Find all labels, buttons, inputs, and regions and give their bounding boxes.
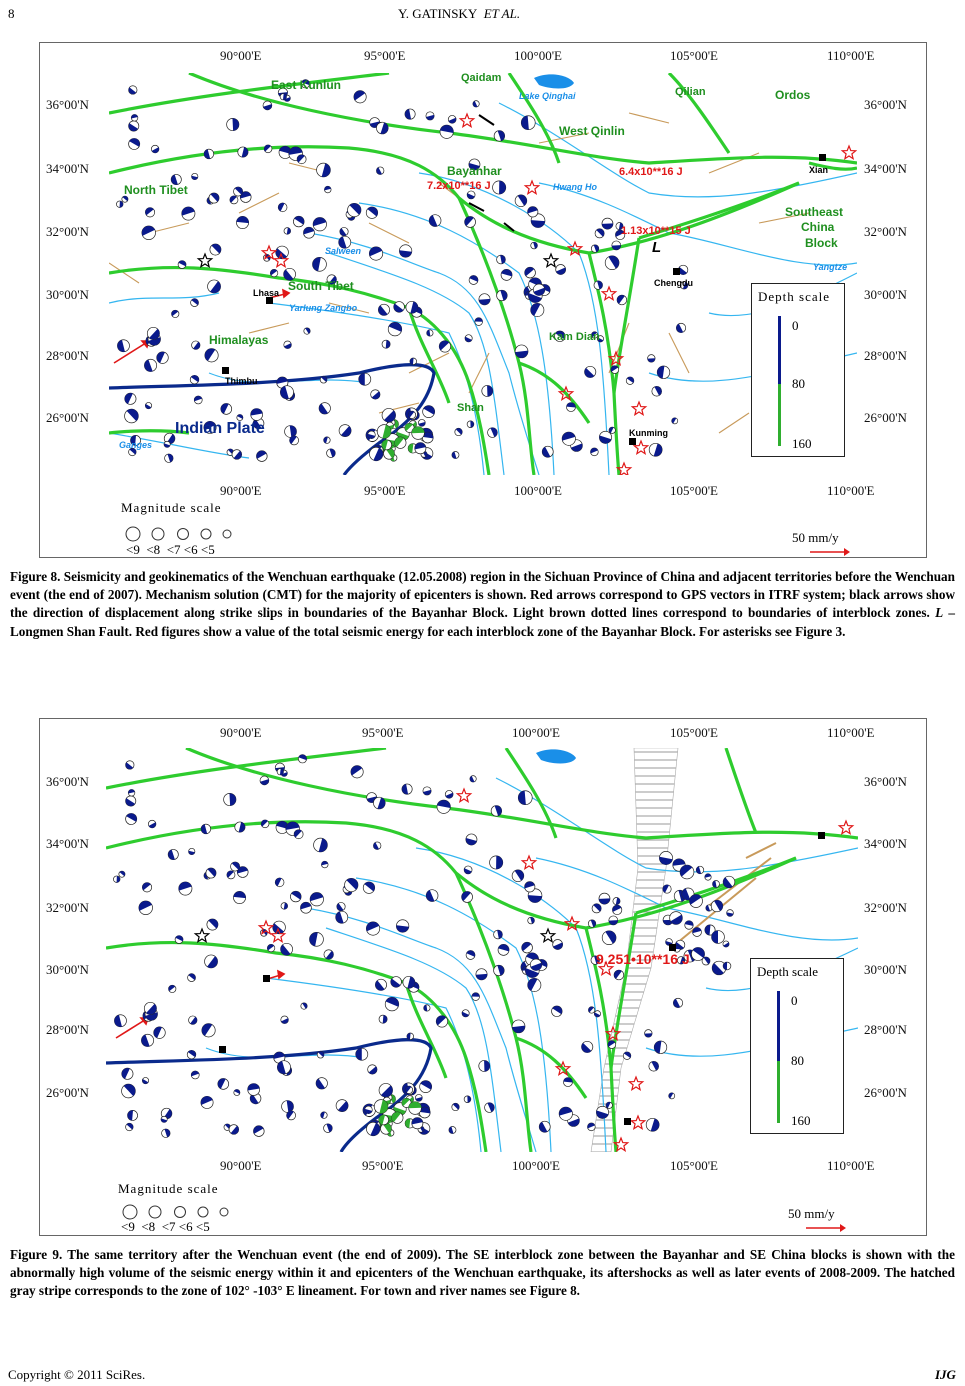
- event-star: [634, 441, 647, 454]
- lon-tick-label: 105°00'E: [670, 483, 718, 498]
- figure-8-magnitude-labels: [126, 542, 215, 558]
- lon-tick-label: 95°00'E: [364, 483, 406, 498]
- lat-tick-label: 36°00'N: [864, 97, 907, 112]
- label-energy-1: 7.2x10**16 J: [427, 180, 491, 192]
- footer-journal: IJG: [935, 1367, 956, 1382]
- depth-bar-green: [777, 1061, 780, 1123]
- lat-tick-label: 26°00'N: [864, 1085, 907, 1100]
- label-bayanhar: Bayanhar: [447, 164, 502, 178]
- epicenter-mechanism: [127, 1110, 133, 1120]
- lat-tick-label: 26°00'N: [864, 410, 907, 425]
- event-star: [522, 856, 535, 869]
- figure-9-gps-scale-label: 50 mm/y: [788, 1206, 835, 1221]
- epicenter-mechanism: [236, 216, 249, 223]
- depth-bar-blue: [777, 991, 780, 1061]
- lat-tick-label: 28°00'N: [46, 348, 89, 363]
- label-xian: Xian: [809, 165, 829, 175]
- hatched-lineament-stripe: [591, 748, 678, 1152]
- lat-tick-label: 30°00'N: [864, 287, 907, 302]
- lon-tick-label: 105°00'E: [670, 725, 718, 740]
- lat-tick-label: 28°00'N: [864, 1022, 907, 1037]
- event-star: [544, 254, 557, 267]
- event-star: [525, 181, 538, 194]
- lon-tick-label: 110°00'E: [827, 48, 875, 63]
- epicenter-mechanism: [476, 974, 488, 981]
- label-ganges: Ganges: [119, 440, 153, 450]
- figure-9-gps-scale-arrow: [806, 1223, 846, 1233]
- depth-value-160: 160: [791, 1113, 811, 1128]
- figure-8-map: [109, 73, 857, 475]
- epicenter-mechanism: [386, 340, 391, 348]
- label-qilian: Qilian: [675, 86, 706, 98]
- mag-label: <8: [141, 1219, 156, 1234]
- label-salween: Salween: [325, 246, 362, 256]
- label-energy-3: 1.13x10**15 J: [621, 225, 691, 237]
- lon-tick-label: 90°00'E: [220, 725, 262, 740]
- figure-9-map: [106, 748, 858, 1152]
- lat-tick-label: 30°00'N: [864, 962, 907, 977]
- mag-label: <7: [166, 542, 181, 557]
- figure-9-depth-scale: [750, 958, 844, 1134]
- epicenter-mechanism: [599, 898, 610, 904]
- lon-tick-label: 90°00'E: [220, 483, 262, 498]
- epicenter-mechanism: [233, 891, 246, 898]
- figure-9-caption: Figure 9. The same territory after the Wenchuan event (the end of 2009). The SE interblock zone between the Bayanhar and SE China blocks is shown with the abnormally high volume of the seismic energy within it and epicenters of the Wenchuan earthquake, its aftershocks as well as later events of 2008-2009. The hatched gray stripe corresponds to the zone of 102° -103° E lineament. For town and river names see Figure 8.: [10, 1247, 955, 1299]
- depth-value-80: 80: [792, 376, 805, 391]
- epicenter-mechanism: [472, 993, 480, 997]
- lat-tick-label: 34°00'N: [864, 161, 907, 176]
- gps-arrows: [116, 971, 284, 1038]
- lon-tick-label: 105°00'E: [670, 1158, 718, 1173]
- lon-tick-label: 110°00'E: [827, 483, 875, 498]
- figure-8-gps-scale-label: 50 mm/y: [792, 530, 839, 545]
- label-yarlung-zangbo: Yarlung Zangbo: [289, 303, 358, 313]
- epicenter-mechanism: [232, 118, 239, 131]
- epicenter-mechanism: [120, 201, 124, 208]
- lat-tick-label: 26°00'N: [46, 410, 89, 425]
- figure-8-depth-scale: [751, 283, 845, 457]
- lat-tick-label: 36°00'N: [864, 774, 907, 789]
- epicenter-mechanism: [383, 1015, 388, 1023]
- footer-copyright: Copyright © 2011 SciRes.: [8, 1367, 146, 1382]
- lat-tick-label: 28°00'N: [46, 1022, 89, 1037]
- epicenter-mechanism: [467, 1096, 471, 1103]
- label-kam-dian: Kam Dian: [549, 331, 600, 343]
- lon-tick-label: 100°00'E: [514, 483, 562, 498]
- mag-label: <9: [121, 1219, 135, 1234]
- label-chengdu: Chengdu: [654, 278, 693, 288]
- event-star: [602, 287, 615, 300]
- lat-tick-label: 26°00'N: [46, 1085, 89, 1100]
- depth-scale-title: Depth scale: [758, 289, 831, 304]
- label-yangtze: Yangtze: [813, 262, 848, 272]
- label-energy-total: 9.251•10**16 J: [596, 951, 690, 967]
- epicenter-mechanism: [499, 181, 506, 194]
- figure-8-magnitude-title: Magnitude scale: [121, 500, 222, 515]
- epicenter-mechanism: [475, 318, 483, 322]
- event-star: [198, 254, 211, 267]
- label-kunming: Kunming: [629, 428, 668, 438]
- lon-tick-label: 95°00'E: [364, 48, 406, 63]
- event-star: [629, 1077, 642, 1090]
- mag-label: <5: [200, 542, 215, 557]
- lat-tick-label: 32°00'N: [46, 900, 89, 915]
- figure-8-gps-scale-arrow: [810, 547, 850, 557]
- depth-bar-blue: [778, 316, 781, 384]
- mag-label: <7: [161, 1219, 176, 1234]
- lon-tick-label: 100°00'E: [514, 48, 562, 63]
- event-star: [631, 1116, 644, 1129]
- label-lake-qinghai: Lake Qinghai: [519, 91, 576, 101]
- lat-tick-label: 34°00'N: [864, 836, 907, 851]
- figure-9-magnitude-labels: [121, 1219, 210, 1235]
- mag-label: <5: [195, 1219, 210, 1234]
- epicenter-mechanism: [602, 223, 613, 229]
- depth-value-160: 160: [792, 436, 812, 451]
- label-southeast: Southeast: [785, 205, 844, 219]
- label-l-fault: L: [652, 239, 662, 256]
- gps-arrows: [114, 290, 289, 363]
- epicenter-mechanism: [117, 876, 121, 883]
- event-star: [632, 402, 645, 415]
- event-star: [839, 821, 852, 834]
- depth-value-0: 0: [791, 993, 798, 1008]
- lat-tick-label: 32°00'N: [864, 224, 907, 239]
- label-qaidam: Qaidam: [461, 73, 502, 84]
- label-south-tibet: South Tibet: [288, 279, 354, 293]
- epicenter-mechanism: [645, 1033, 653, 1037]
- event-star: [842, 146, 855, 159]
- block-boundaries: [106, 748, 858, 1152]
- label-west-qinlin: West Qinlin: [559, 124, 625, 138]
- depth-value-0: 0: [792, 318, 799, 333]
- lat-tick-label: 32°00'N: [46, 224, 89, 239]
- lon-tick-label: 90°00'E: [220, 48, 262, 63]
- running-title-etal: ET AL.: [483, 6, 521, 21]
- event-star: [457, 789, 470, 802]
- lon-tick-label: 95°00'E: [362, 1158, 404, 1173]
- lat-tick-label: 28°00'N: [864, 348, 907, 363]
- lat-tick-label: 36°00'N: [46, 774, 89, 789]
- mag-label: <9: [126, 542, 140, 557]
- figure-8-caption-text: Figure 8. Seismicity and geokinematics of the Wenchuan earthquake (12.05.2008) region in the Sichuan Province of China and adjacent territories before the Wenchuan event (the end of 2007). Mechanism solution (CMT) for the majority of epicenters is shown. Red arrows correspond to GPS vectors in ITRF system; black arrows show the direction of displacement along strike slips in boundaries of the Bayanhar Block. Light brown dotted lines correspond to boundaries of interblock zones.: [10, 569, 955, 621]
- event-star: [195, 929, 208, 942]
- running-title: [398, 6, 520, 22]
- depth-bar-green: [778, 384, 781, 446]
- lat-tick-label: 30°00'N: [46, 287, 89, 302]
- mag-label: <6: [178, 1219, 193, 1234]
- lon-tick-label: 100°00'E: [512, 725, 560, 740]
- event-star: [541, 929, 554, 942]
- lake-qinghai-shape: [536, 749, 576, 763]
- label-ordos: Ordos: [775, 88, 811, 102]
- label-lhasa: Lhasa: [253, 288, 280, 298]
- label-block: Block: [805, 236, 838, 250]
- mag-label: <6: [183, 542, 198, 557]
- epicenter-mechanism: [470, 421, 474, 428]
- lat-tick-label: 34°00'N: [46, 836, 89, 851]
- label-east-kunlun: East Kunlun: [271, 78, 342, 92]
- mag-label: <8: [146, 542, 161, 557]
- lat-tick-label: 32°00'N: [864, 900, 907, 915]
- lon-tick-label: 105°00'E: [670, 48, 718, 63]
- epicenter-mechanism: [229, 793, 236, 806]
- label-north-tibet: North Tibet: [124, 183, 188, 197]
- epicenter-mechanism: [531, 220, 545, 228]
- figure-8-caption-l: L: [935, 605, 944, 621]
- lon-tick-label: 95°00'E: [362, 725, 404, 740]
- epicenter-mechanism: [518, 791, 526, 806]
- figure-8-magnitude-circles: [124, 524, 244, 544]
- event-star: [460, 114, 473, 127]
- label-shan: Shan: [457, 402, 484, 414]
- label-thimbu: Thimbu: [225, 376, 258, 386]
- label-hwang-ho: Hwang Ho: [553, 182, 597, 192]
- block-boundaries: [109, 73, 857, 475]
- epicenter-mechanism: [648, 358, 656, 362]
- figure-9-magnitude-title: Magnitude scale: [118, 1181, 219, 1196]
- depth-scale-title: Depth scale: [757, 964, 819, 979]
- epicenter-mechanism: [359, 373, 365, 385]
- page-number: 8: [8, 6, 15, 21]
- lon-tick-label: 100°00'E: [512, 1158, 560, 1173]
- figure-8-caption: [10, 568, 955, 641]
- lon-tick-label: 90°00'E: [220, 1158, 262, 1173]
- lon-tick-label: 110°00'E: [827, 1158, 875, 1173]
- label-himalayas: Himalayas: [209, 333, 269, 347]
- epicenter-mechanism: [521, 116, 529, 131]
- epicenter-mechanism: [528, 895, 542, 903]
- epicenter-mechanism: [479, 299, 491, 306]
- lake-qinghai-shape: [534, 74, 574, 88]
- running-title-author: Y. GATINSKY: [398, 6, 478, 21]
- label-china: China: [801, 220, 835, 234]
- lat-tick-label: 30°00'N: [46, 962, 89, 977]
- epicenter-mechanism: [496, 856, 503, 869]
- depth-value-80: 80: [791, 1053, 804, 1068]
- label-energy-2: 6.4x10**16 J: [619, 166, 683, 178]
- epicenter-mechanism: [356, 1048, 362, 1060]
- lat-tick-label: 34°00'N: [46, 161, 89, 176]
- lon-tick-label: 110°00'E: [827, 725, 875, 740]
- label-indian-plate: Indian Plate: [175, 420, 265, 437]
- figure-8-caption-end: – Longmen Shan Fault. Red figures show a value of the total seismic energy for each interblock zone of the Bayanhar Block. For asterisks see Figure 3.: [10, 605, 956, 639]
- epicenter-mechanism: [704, 924, 710, 935]
- lat-tick-label: 36°00'N: [46, 97, 89, 112]
